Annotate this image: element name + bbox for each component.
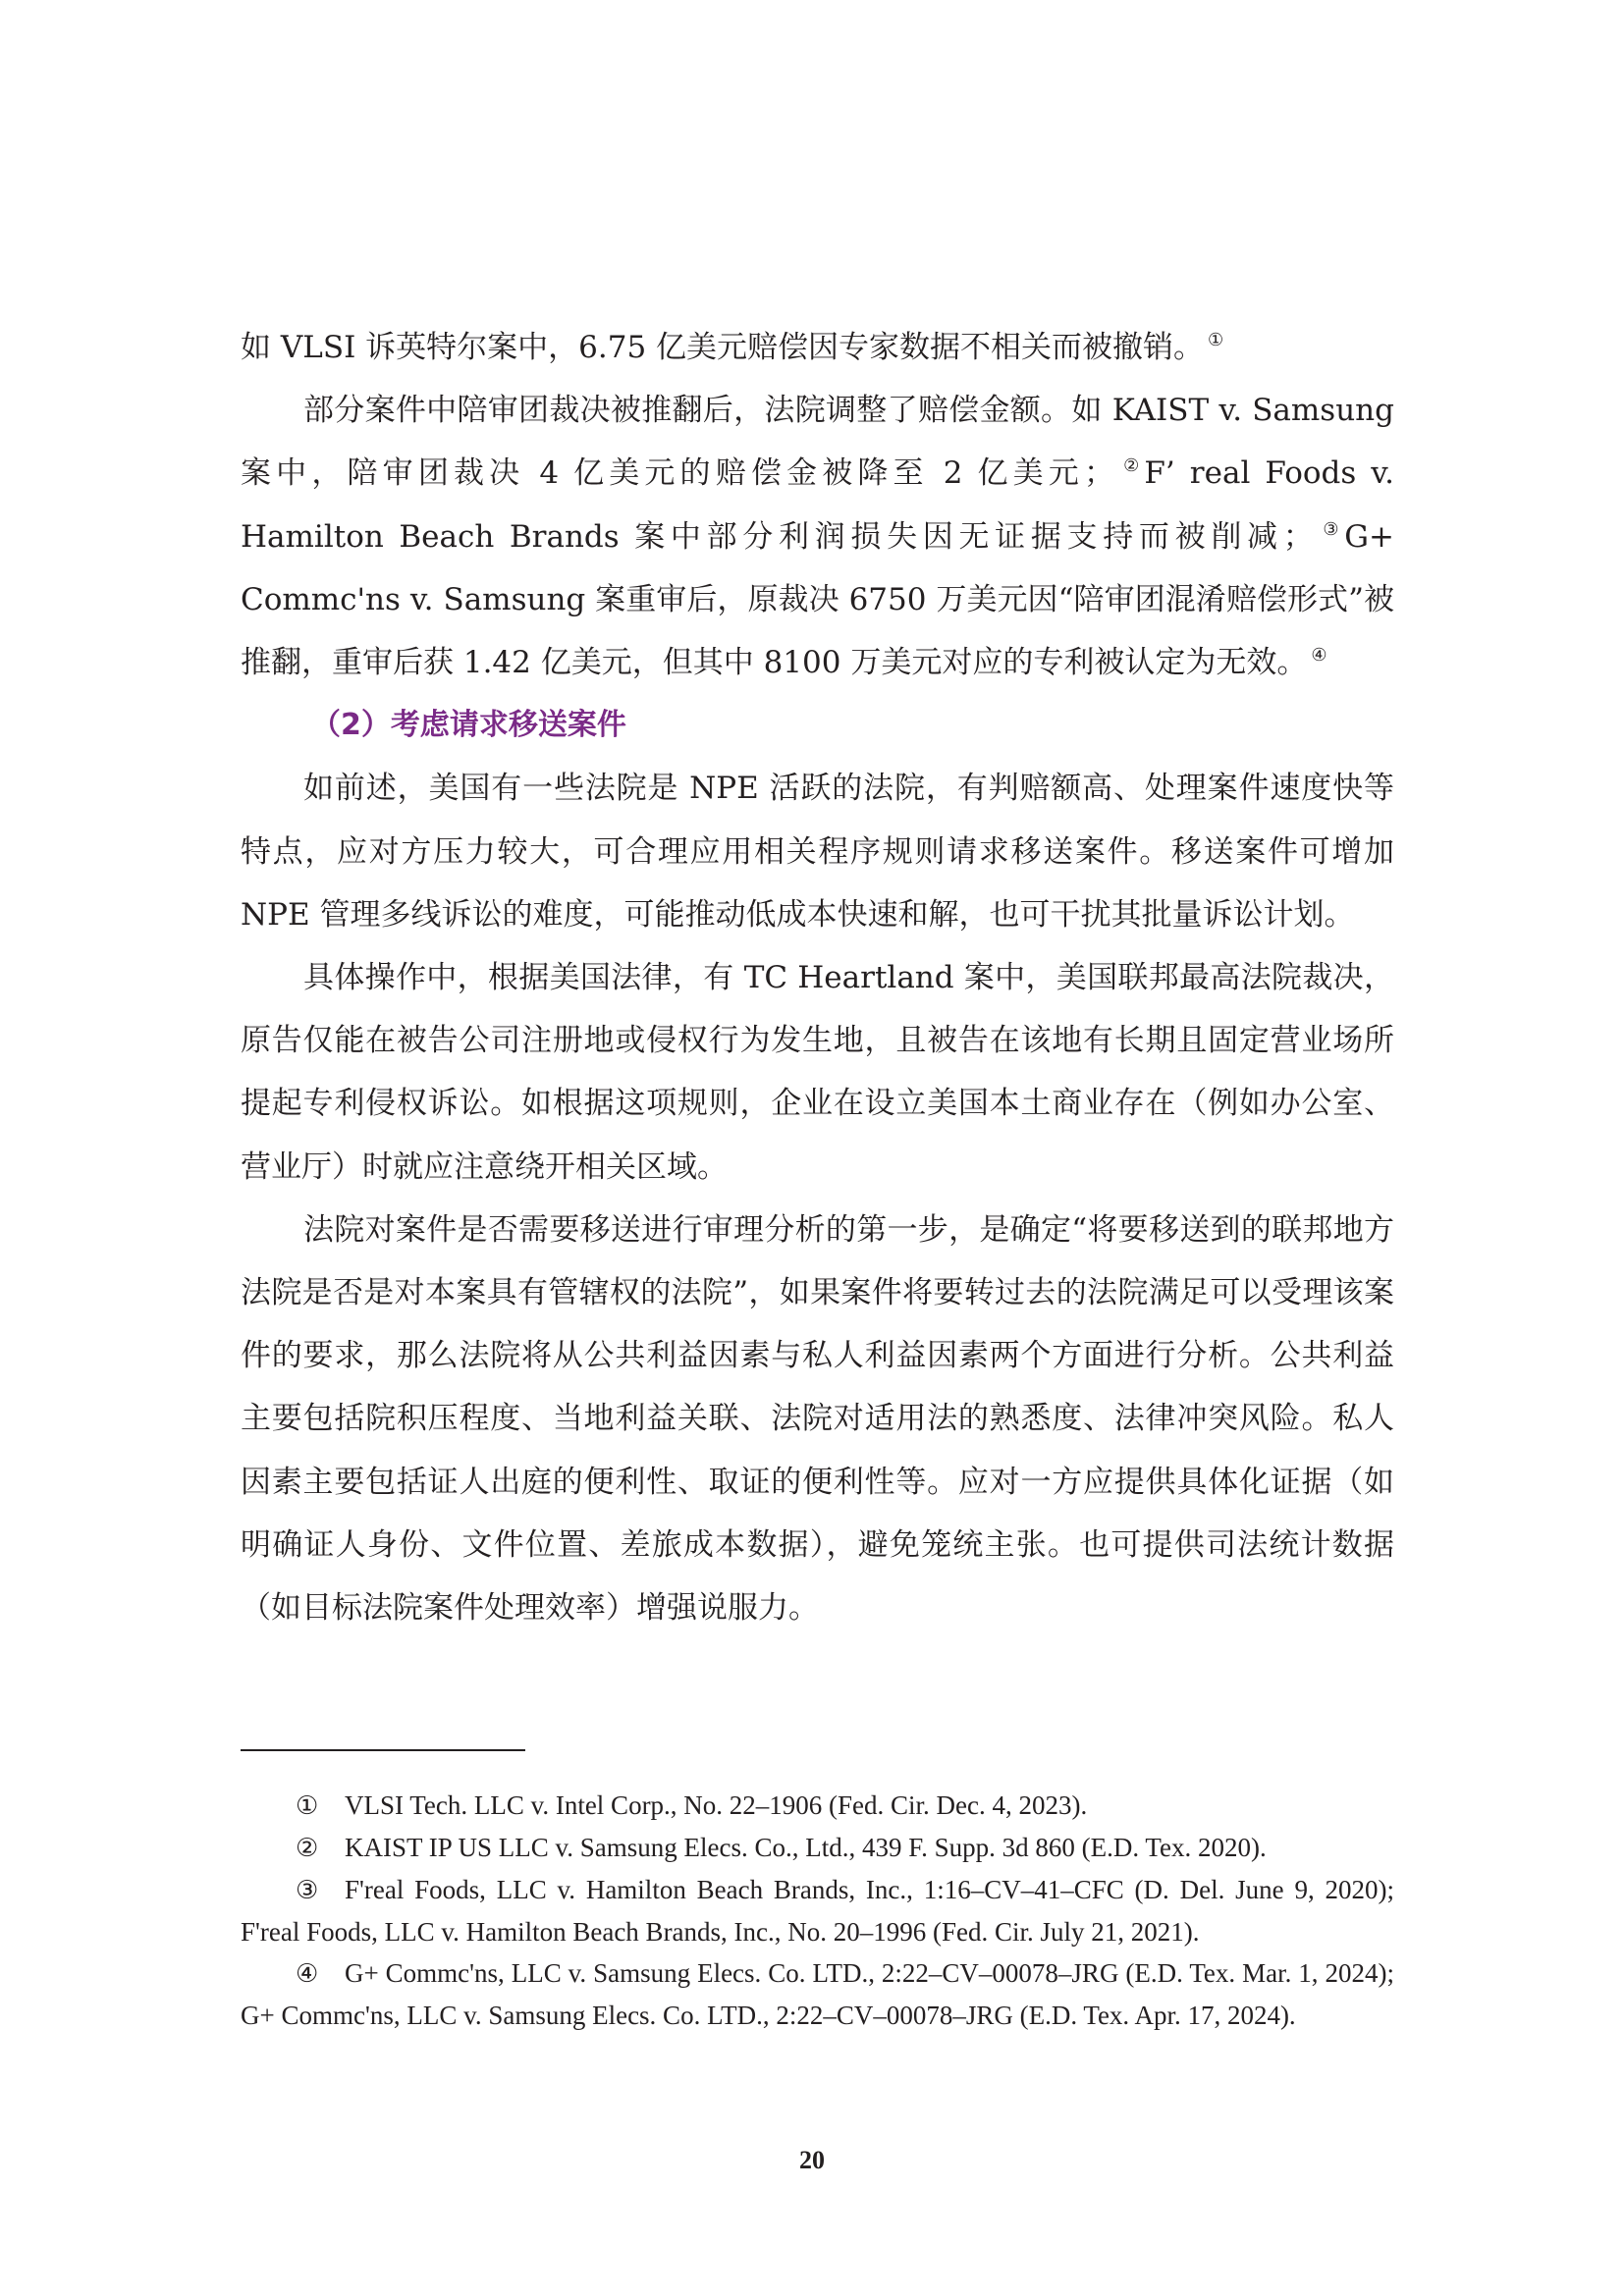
paragraph-4: 具体操作中，根据美国法律，有 TC Heartland 案中，美国联邦最高法院裁决，原告仅能在被告公司注册地或侵权行为发生地，且被告在该地有长期且固定营业场所提起专利侵权诉讼。如根据这项规则，企业在设立美国本土商业存在（例如办公室、营业厅）时就应注意绕开相关区域。 [241,960,1394,1185]
footnote-1: ① VLSI Tech. LLC v. Intel Corp., No. 22–1906 (Fed. Cir. Dec. 4, 2023). [241,1785,1394,1827]
footnote-ref-3[interactable]: ③ [1317,518,1345,540]
footnote-2: ② KAIST IP US LLC v. Samsung Elecs. Co., Ltd., 439 F. Supp. 3d 860 (E.D. Tex. 2020). [241,1827,1394,1869]
footnote-ref-1[interactable]: ① [1208,330,1224,350]
footnote-mark: ① [296,1791,319,1821]
footnote-mark: ③ [296,1876,319,1905]
footnote-ref-2[interactable]: ② [1117,455,1145,477]
paragraph-1: 如 VLSI 诉英特尔案中，6.75 亿美元赔偿因专家数据不相关而被撤销。 ① [241,330,1224,365]
footnote-mark: ④ [296,1959,319,1989]
body-text [241,316,1394,1639]
footnote-divider [241,1749,525,1751]
footnote-mark: ② [296,1834,319,1863]
paragraph-3: 如前述，美国有一些法院是 NPE 活跃的法院，有判赔额高、处理案件速度快等特点，应对方压力较大，可合理应用相关程序规则请求移送案件。移送案件可增加 NPE 管理多线诉讼的难度，可能推动低成本快速和解，也可干扰其批量诉讼计划。 [241,771,1394,933]
footnote-ref-4[interactable]: ④ [1311,645,1327,667]
footnote-4: ④ G+ Commc'ns, LLC v. Samsung Elecs. Co. LTD., 2:22–CV–00078–JRG (E.D. Tex. Mar. 1, 2024); G+ Commc'ns, LLC v. Samsung Elecs. Co. LTD., 2:22–CV–00078–JRG (E.D. Tex. Apr. 17, 2024). [241,1952,1394,2036]
paragraph-5: 法院对案件是否需要移送进行审理分析的第一步，是确定“将要移送到的联邦地方法院是否是对本案具有管辖权的法院”，如果案件将要转过去的法院满足可以受理该案件的要求，那么法院将从公共利益因素与私人利益因素两个方面进行分析。公共利益主要包括院积压程度、当地利益关联、法院对适用法的熟悉度、法律冲突风险。私人因素主要包括证人出庭的便利性、取证的便利性等。应对一方应提供具体化证据（如明确证人身份、文件位置、差旅成本数据），避免笼统主张。也可提供司法统计数据（如目标法院案件处理效率）增强说服力。 [241,1211,1394,1627]
section-heading: （2）考虑请求移送案件 [311,708,626,743]
footnote-3: ③ F'real Foods, LLC v. Hamilton Beach Brands, Inc., 1:16–CV–41–CFC (D. Del. June 9, 2020); F'real Foods, LLC v. Hamilton Beach Brands, Inc., No. 20–1996 (Fed. Cir. July 21, 2021). [241,1869,1394,1952]
page-number: 20 [799,2146,825,2174]
paragraph-2: 部分案件中陪审团裁决被推翻后，法院调整了赔偿金额。如 KAIST v. Samsung 案中，陪审团裁决 4 亿美元的赔偿金被降至 2 亿美元； ②F’ real Foods v. Hamilton Beach Brands 案中部分利润损失因无证据支持而被削减； ③G+ Commc'ns v. Samsung 案重审后，原裁决 6750 万美元因“陪审团混淆赔偿形式”被推翻，重审后获 1.42 亿美元，但其中 8100 万美元对应的专利被认定为无效。 ④ [241,393,1394,681]
footnotes [241,1785,1394,2036]
